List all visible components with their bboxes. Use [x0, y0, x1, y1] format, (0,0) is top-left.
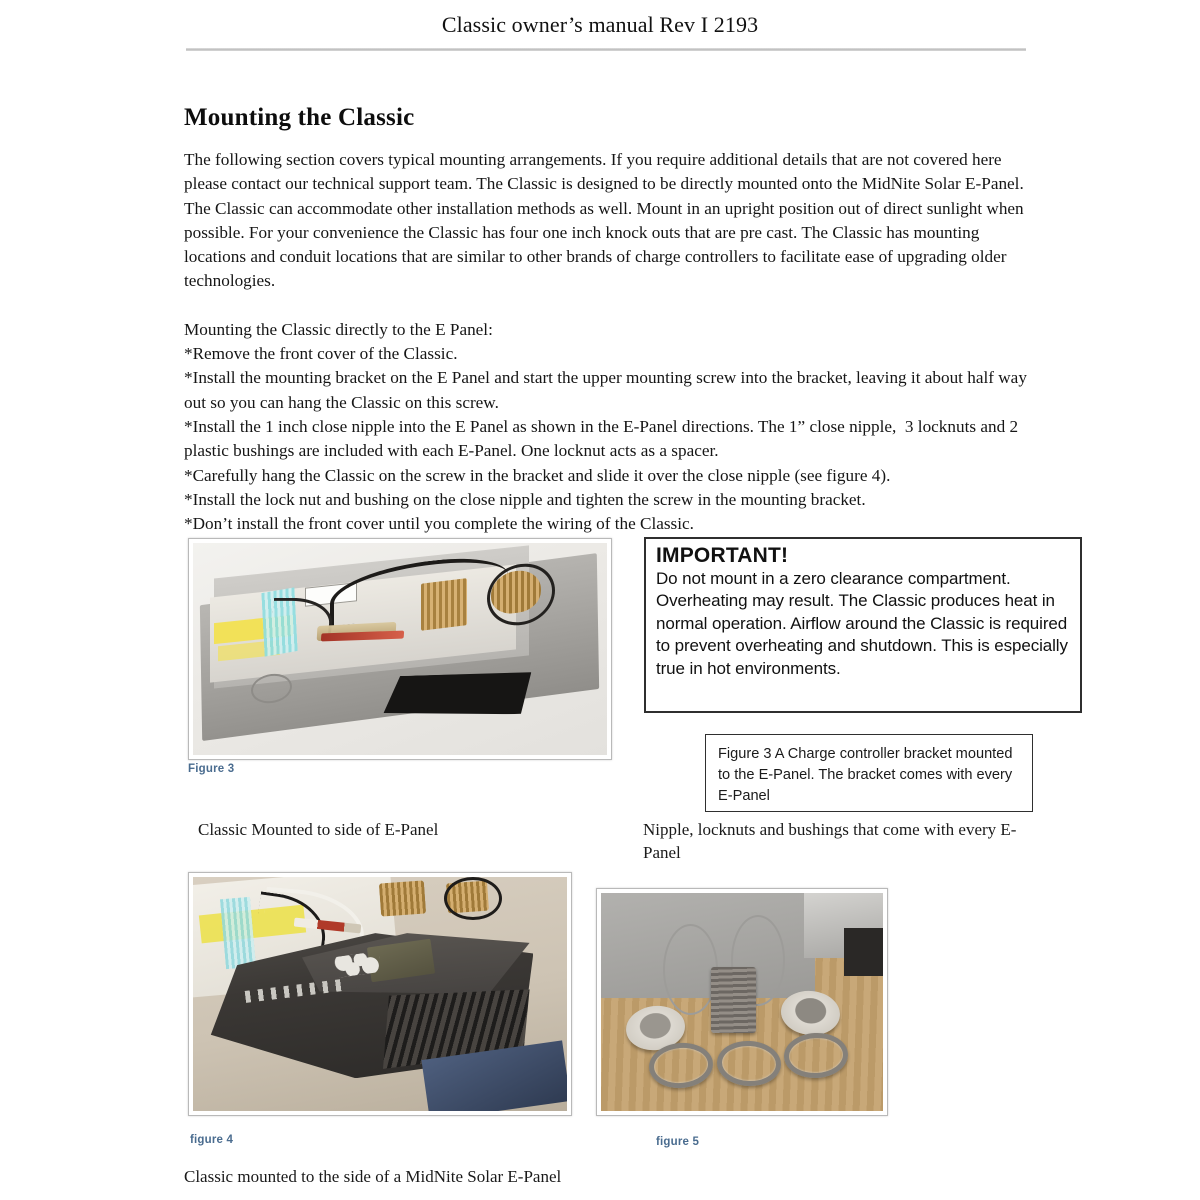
- figure-3-image-content: [193, 543, 607, 755]
- step-item: *Install the mounting bracket on the E Panel and start the upper mounting screw into the bracket, leaving it about half way out so you can hang the Classic on this screw.: [184, 368, 1032, 412]
- figure-4-image-content: [193, 877, 567, 1111]
- figure-4-photo: [188, 872, 572, 1116]
- figure-5-image-content: [601, 893, 883, 1111]
- step-item: *Remove the front cover of the Classic.: [184, 344, 458, 364]
- mounting-steps-list: [184, 318, 1034, 537]
- figure-5-photo: [596, 888, 888, 1116]
- caption-classic-mounted-midnite: Classic mounted to the side of a MidNite Solar E-Panel: [184, 1167, 562, 1186]
- header-divider: [186, 48, 1026, 51]
- caption-nipple-locknuts: Nipple, locknuts and bushings that come with every E-Panel: [643, 820, 1017, 862]
- step-item: *Install the 1 inch close nipple into the E Panel as shown in the E-Panel directions. The 1” close nipple, 3 locknuts and 2 plastic bushings are included with each E-Panel. One locknut acts as a spacer.: [184, 416, 1023, 461]
- step-item: *Install the lock nut and bushing on the close nipple and tighten the screw in the mounting bracket.: [184, 489, 866, 509]
- knockout-hole: [663, 924, 718, 1015]
- figure-3-caption-text: Figure 3 A Charge controller bracket mounted to the E-Panel. The bracket comes with every E-Panel: [718, 746, 1013, 804]
- dark-shadow-area: [844, 928, 883, 976]
- figure-3-caption-box: [705, 734, 1033, 812]
- figure-4-tag: figure 4: [190, 1134, 234, 1146]
- important-title: IMPORTANT!: [656, 544, 789, 567]
- cyan-wire-bundle: [220, 897, 256, 970]
- document-body: [184, 104, 1034, 536]
- step-item: *Don’t install the front cover until you complete the wiring of the Classic.: [184, 514, 694, 534]
- page-header: [0, 12, 1200, 38]
- mounting-bracket: [383, 672, 533, 720]
- figure-3-photo: [188, 538, 612, 760]
- important-warning-box: [644, 537, 1082, 713]
- black-wire-loop: [444, 877, 502, 920]
- caption-classic-mounted-side: Classic Mounted to side of E-Panel: [198, 820, 439, 839]
- copper-coil: [379, 880, 426, 916]
- section-heading: Mounting the Classic: [184, 104, 415, 131]
- steps-heading: Mounting the Classic directly to the E Panel:: [184, 319, 493, 339]
- figure-3-tag: Figure 3: [188, 763, 235, 775]
- figure-5-tag: figure 5: [656, 1136, 700, 1148]
- close-nipple: [711, 967, 756, 1032]
- important-body: Do not mount in a zero clearance compartment. Overheating may result. The Classic produces heat in normal operation. Airflow around the Classic is required to prevent overheating and shutdown. This is especially true in hot environments.: [656, 569, 1068, 678]
- step-item: *Carefully hang the Classic on the screw in the bracket and slide it over the close nipple (see figure 4).: [184, 465, 891, 485]
- intro-paragraph: The following section covers typical mounting arrangements. If you require additional details that are not covered here please contact our technical support team. The Classic is designed to be directly mounted onto the MidNite Solar E-Panel. The Classic can accommodate other installation methods as well. Mount in an upright position out of direct sunlight when possible. For your convenience the Classic has four one inch knock outs that are pre cast. The Classic has mounting locations and conduit locations that are similar to other brands of charge controllers to facilitate ease of upgrading older technologies.: [184, 150, 1024, 291]
- page-title: Classic owner’s manual Rev I 2193: [441, 12, 759, 37]
